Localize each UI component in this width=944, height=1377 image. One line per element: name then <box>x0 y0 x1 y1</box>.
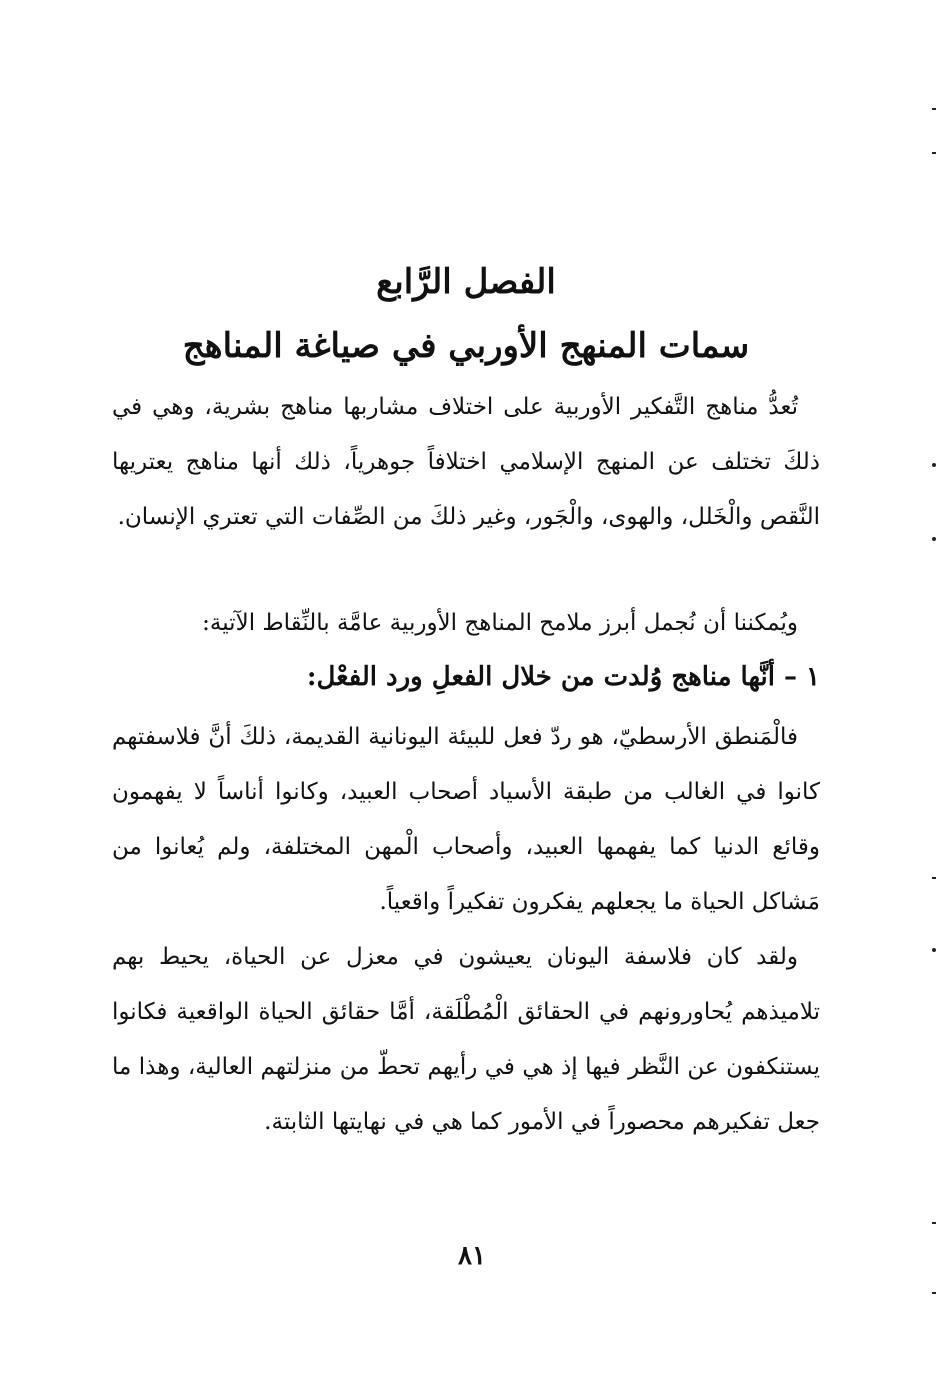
scan-edge-mark <box>932 877 936 879</box>
section1-paragraph-2: ولقد كان فلاسفة اليونان يعيشون في معزل عن الحياة، يحيط بهم تلاميذهم يُحاورونهم في الحقائق الْمُطْلَقة، أمَّا حقائق الحياة الواقعية فكانوا يستنكفون عن النَّظر فيها إذ هي في رأيهم تحطّ من منزلتهم العالية، وهذا ما جعل تفكيرهم محصوراً في الأمور كما هي في نهايتها الثابتة. <box>112 944 820 1135</box>
summary-paragraph: ويُمكننا أن نُجمل أبرز ملامح المناهج الأوربية عامَّة بالنِّقاط الآتية: <box>202 610 798 636</box>
section1-paragraph2-block <box>112 930 820 1150</box>
scan-edge-mark <box>932 108 936 110</box>
chapter-title: الفصل الرَّابع <box>376 262 556 302</box>
scan-edge-mark <box>932 1222 936 1224</box>
intro-paragraph: تُعدُّ مناهج التَّفكير الأوربية على اختلاف مشاربها مناهج بشرية، وهي في ذلكَ تختلف عن المنهج الإسلامي اختلافاً جوهرياً، ذلك أنها مناهج يعتريها النَّقص والْخَلل، والهوى، والْجَور، وغير ذلكَ من الصِّفات التي تعتري الإنسان. <box>112 394 820 530</box>
scan-edge-mark <box>932 152 936 154</box>
scan-edge-dot <box>932 463 936 467</box>
section1-paragraph-1: فالْمَنطق الأرسطيّ، هو ردّ فعل للبيئة اليونانية القديمة، ذلكَ أنَّ فلاسفتهم كانوا في الغالب من طبقة الأسياد أصحاب العبيد، وكانوا أناساً لا يفهمون وقائع الدنيا كما يفهمها العبيد، وأصحاب الْمهن المختلفة، ولم يُعانوا من مَشاكل الحياة ما يجعلهم يفكرون تفكيراً واقعياً. <box>112 724 820 915</box>
intro-paragraph-block <box>112 380 820 545</box>
page-number: ٨١ <box>458 1241 486 1271</box>
chapter-subtitle: سمات المنهج الأوربي في صياغة المناهج <box>182 326 750 366</box>
section1-paragraph1-block <box>112 710 820 930</box>
scan-edge-mark <box>932 1292 936 1294</box>
summary-paragraph-block <box>112 596 820 651</box>
scan-edge-dot <box>932 948 936 952</box>
scan-edge-dot <box>932 537 936 541</box>
section-heading-1: ١ – أنَّها مناهج وُلدت من خلال الفعلِ ورد الفعْل: <box>306 662 820 692</box>
